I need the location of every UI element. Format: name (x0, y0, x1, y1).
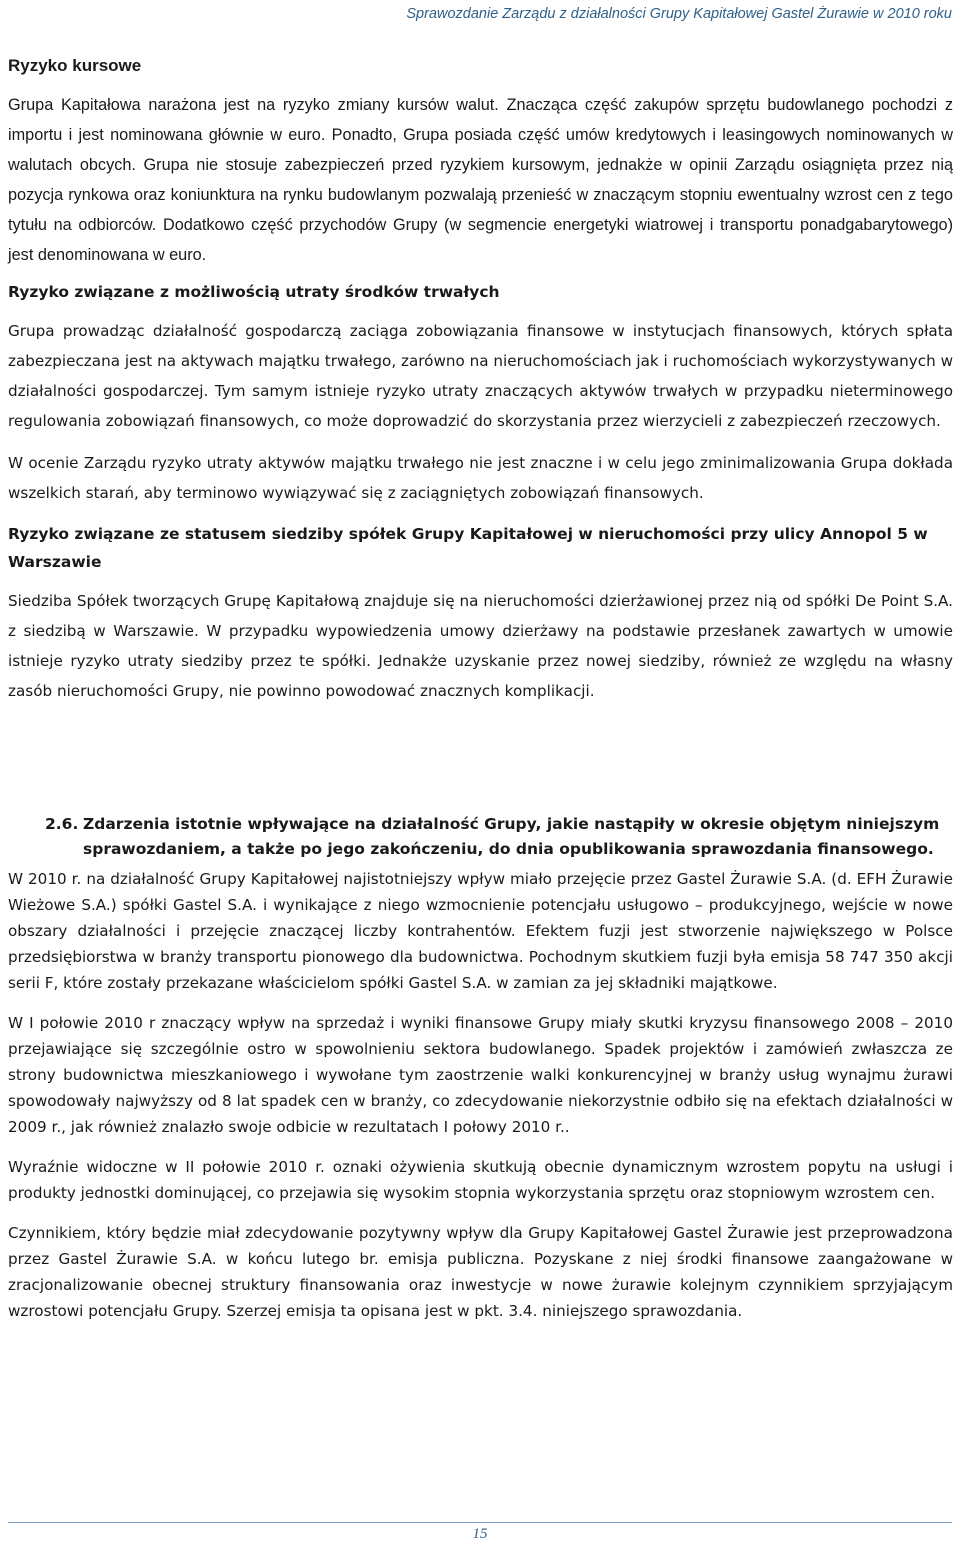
paragraph-fixed-assets-risk-1: Grupa prowadząc działalność gospodarczą zaciąga zobowiązania finansowe w instytucjach finansowych, których spłata zabezpieczana jest na aktywach majątku trwałego, zarówno na nieruchomościach jak i ruchomościach wykorzystywanych w działalności gospodarczej. Tym samym istnieje ryzyko utraty znaczących aktywów trwałych w przypadku nieterminowego regulowania zobowiązań finansowych, co może doprowadzić do skorzystania przez wierzycieli z zabezpieczeń rzeczowych. (8, 322, 953, 430)
paragraph-fixed-assets-risk-2: W ocenie Zarządu ryzyko utraty aktywów majątku trwałego nie jest znaczne i w celu jego zminimalizowania Grupa dokłada wszelkich starań, aby terminowo wywiązywać się z zaciągniętych zobowiązań finansowych. (8, 454, 953, 502)
section-2-6-number: 2.6. (45, 815, 79, 833)
section-2-6-title-text: Zdarzenia istotnie wpływające na działalność Grupy, jakie nastąpiły w okresie objętym niniejszym sprawozdaniem, a także po jego zakończeniu, do dnia opublikowania sprawozdania finansowego. (83, 815, 940, 858)
paragraph-headquarters-risk: Siedziba Spółek tworzących Grupę Kapitałową znajduje się na nieruchomości dzierżawionej przez nią od spółki De Point S.A. z siedzibą w Warszawie. W przypadku wypowiedzenia umowy dzierżawy na podstawie przesłanek zawartych w umowie istnieje ryzyko utraty siedziby przez te spółki. Jednakże uzyskanie przez nowej siedziby, również ze względu na własny zasób nieruchomości Grupy, nie powinno powodować znacznych komplikacji. (8, 592, 953, 700)
paragraph-currency-risk: Grupa Kapitałowa narażona jest na ryzyko zmiany kursów walut. Znacząca część zakupów sprzętu budowlanego pochodzi z importu i jest nominowana głównie w euro. Ponadto, Grupa posiada część umów kredytowych i leasingowych nominowanych w walutach obcych. Grupa nie stosuje zabezpieczeń przed ryzykiem kursowym, jednakże w opinii Zarządu osiągnięta przez nią pozycja rynkowa oraz koniunktura na rynku budowlanym pozwalają przenieść w znaczącym stopniu ewentualny wzrost cen z tego tytułu na odbiorców. Dodatkowo część przychodów Grupy (w segmencie energetyki wiatrowej i transportu ponadgabarytowego) jest denominowana w euro. (8, 96, 953, 264)
section-spacer (8, 712, 953, 812)
heading-fixed-assets-risk: Ryzyko związane z możliwością utraty środków trwałych (8, 283, 500, 301)
section-2-6-paragraph-4: Czynnikiem, który będzie miał zdecydowanie pozytywny wpływ dla Grupy Kapitałowej Gastel Żurawie jest przeprowadzona przez Gastel Żurawie S.A. w końcu lutego br. emisja publiczna. Pozyskane z niej środki finansowe zaangażowane w zracjonalizowanie obecnej struktury finansowania oraz inwestycje w nowe żurawie kolejnym czynnikiem sprzyjającym wzrostowi potencjału Grupy. Szerzej emisja ta opisana jest w pkt. 3.4. niniejszego sprawozdania. (8, 1224, 953, 1320)
section-2-6-paragraph-1: W 2010 r. na działalność Grupy Kapitałowej najistotniejszy wpływ miało przejęcie przez Gastel Żurawie S.A. (d. EFH Żurawie Wieżowe S.A.) spółki Gastel S.A. i wynikające z niego wzmocnienie potencjału usługowo – produkcyjnego, wejście w nowe obszary działalności i przejęcie znaczącej liczby kontrahentów. Efektem fuzji jest stworzenie największego w Polsce przedsiębiorstwa w branży transportu pionowego dla budownictwa. Pochodnym skutkiem fuzji była emisja 58 747 350 akcji serii F, które zostały przekazane właścicielom spółki Gastel S.A. w zamian za jej składniki majątkowe. (8, 870, 953, 992)
heading-currency-risk: Ryzyko kursowe (8, 56, 142, 75)
section-2-6-title (8, 812, 953, 862)
footer-divider (8, 1522, 952, 1523)
section-2-6-paragraph-2: W I połowie 2010 r znaczący wpływ na sprzedaż i wyniki finansowe Grupy miały skutki kryzysu finansowego 2008 – 2010 przejawiające się szczególnie ostro w spowolnieniu sektora budowlanego. Spadek projektów i zamówień zwłaszcza ze strony budownictwa mieszkaniowego i wywołane tym zaostrzenie walki konkurencyjnej w branży usług wynajmu żurawi spowodowały najwyższy od 8 lat spadek cen w branży, co zdecydowanie niekorzystnie odbiło się na efektach działalności w 2009 r., jak również znalazło swoje odbicie w rezultatach I połowy 2010 r.. (8, 1014, 953, 1136)
page-body (8, 52, 953, 1338)
heading-headquarters-risk: Ryzyko związane ze statusem siedziby spółek Grupy Kapitałowej w nieruchomości przy ulicy Annopol 5 w Warszawie (8, 525, 928, 571)
document-header: Sprawozdanie Zarządu z działalności Grupy Kapitałowej Gastel Żurawie w 2010 roku (406, 6, 952, 22)
page-number: 15 (472, 1526, 488, 1542)
section-2-6-paragraph-3: Wyraźnie widoczne w II połowie 2010 r. oznaki ożywienia skutkują obecnie dynamicznym wzrostem popytu na usługi i produkty jednostki dominującej, co przejawia się wysokim stopnia wykorzystania sprzętu oraz stopniowym wzrostem cen. (8, 1158, 953, 1202)
